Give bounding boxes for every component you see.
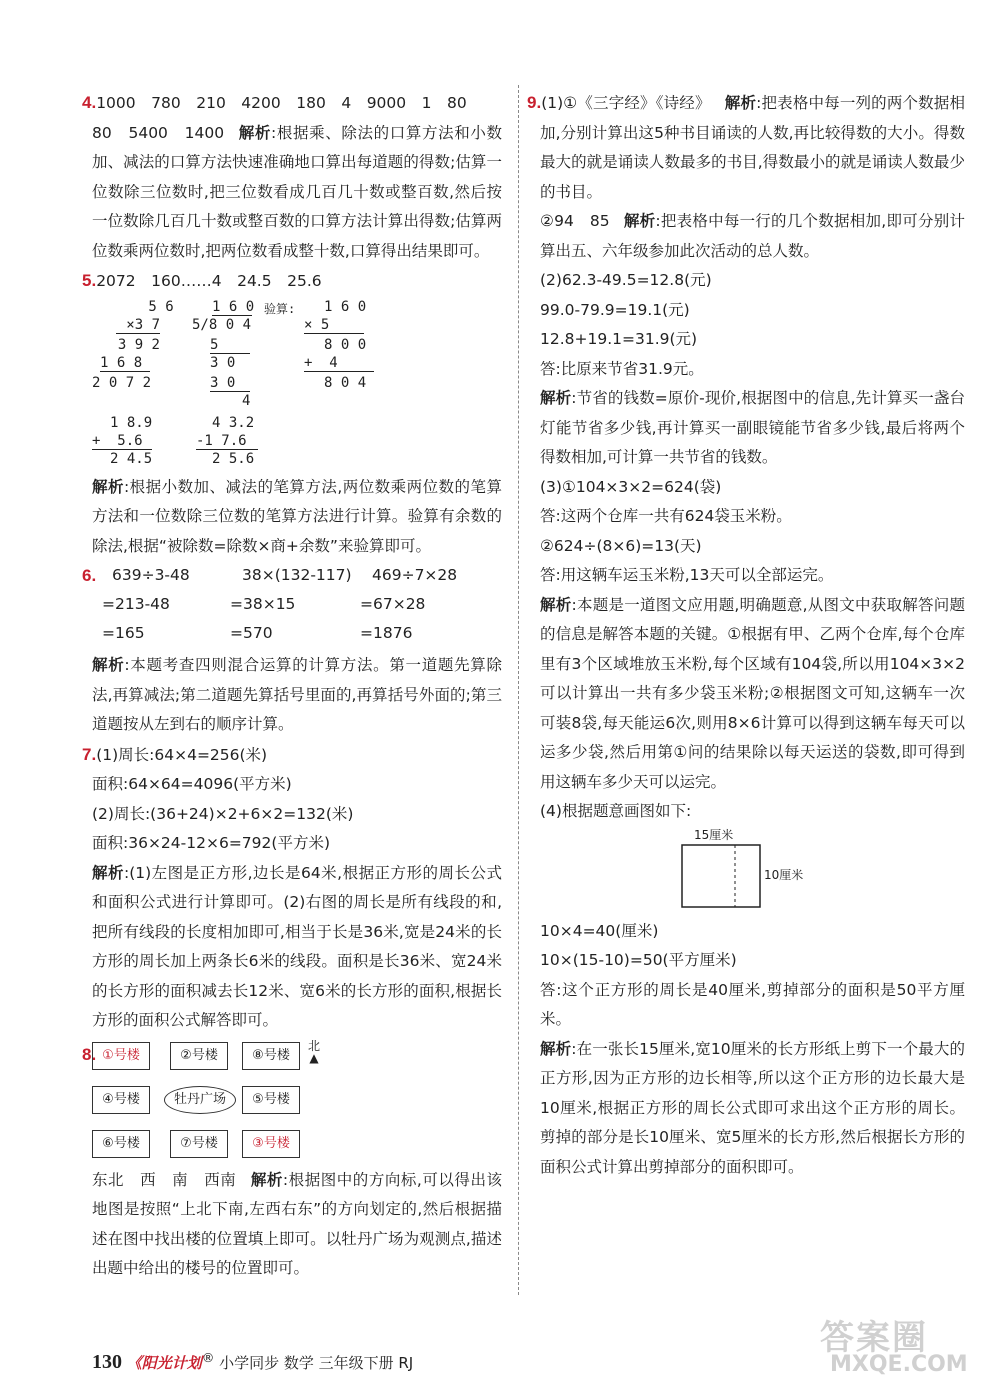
div-step1: 5 xyxy=(210,337,250,354)
left-column xyxy=(82,88,502,1284)
q8-number: 8. xyxy=(82,1044,97,1064)
q8-map xyxy=(82,1038,502,1166)
q9-line4: 99.0-79.9=19.1(元) xyxy=(540,300,690,319)
building-6: ⑥号楼 xyxy=(92,1130,150,1158)
jx-label: 解析 xyxy=(238,123,272,142)
page-number: 130 xyxy=(92,1351,122,1373)
mul-b: ×3 7 xyxy=(116,317,160,334)
q5-vertical-calculations xyxy=(92,297,502,473)
q9-explanation3: 解析:本题是一道图文应用题,明确题意,从图文中获取解答问题的信息是解答本题的关键。①根据有甲、乙两个仓库,每个仓库里有3个区域堆放玉米粉,每个区域有104袋,所以用104×3×2可以计算出一共有多少袋玉米粉;②根据图文可知,这辆车一次可装8袋,每天能运6次,则用8×6计算可以得到这辆车每天可以运多少袋,然后用第①问的结果除以每天运送的袋数,即可得到用这辆车多少天可以运完。 xyxy=(540,595,965,791)
watermark: 答案圈 xyxy=(820,1318,928,1358)
mul-c: 3 9 2 xyxy=(117,336,160,353)
right-column xyxy=(527,88,965,1182)
div-expression: 5/8 0 4 xyxy=(192,316,252,333)
chk-a: 1 6 0 xyxy=(324,298,367,315)
q8-explanation: 东北 西 南 西南 解析:根据图中的方向标,可以得出该地图是按照“上北下南,左西右东”的方向划定的,然后根据描述在图中找出楼的位置填上即可。以牡丹广场为观测点,描述出题中给出的楼号的位置即可。 xyxy=(92,1170,502,1277)
building-3: ③号楼 xyxy=(242,1130,300,1158)
rect-length-label: 15厘米 xyxy=(694,827,734,842)
q4-explanation: 80 5400 1400 解析:根据乘、除法的口算方法和小数加、减法的口算方法快速准确地口算出每道题的得数;估算一位数除三位数时,把三位数看成几百几十数或整百数,然后按一位数除几百几十数或整百数的口算方法计算出得数;估算两位数乘两位数时,把两位数看成整十数,口算得出结果即可。 xyxy=(92,123,502,260)
q6-expr3: 469÷7×28 xyxy=(372,566,458,584)
jx-label: 解析 xyxy=(92,477,124,496)
add-a: 1 8.9 xyxy=(110,414,153,431)
q9-number: 9. xyxy=(527,93,542,112)
building-4: ④号楼 xyxy=(92,1086,150,1114)
q9-line3: (2)62.3-49.5=12.8(元) xyxy=(540,271,712,289)
trademark: ® xyxy=(201,1350,215,1365)
q9-explanation4: 解析:在一张长15厘米,宽10厘米的长方形纸上剪下一个最大的正方形,因为正方形的边长相等,所以这个正方形的边长最大是10厘米,根据正方形的周长公式即可求出这个正方形的周长。剪掉的部分是长10厘米、宽5厘米的长方形,然后根据长方形的面积公式计算出剪掉部分的面积即可。 xyxy=(540,1039,965,1176)
q5-number: 5. xyxy=(82,271,97,290)
watermark-site: MXQE.COM xyxy=(830,1352,968,1377)
building-8: ⑧号楼 xyxy=(242,1042,300,1070)
q6-expr2: 38×(132-117) xyxy=(242,566,352,584)
check-label: 验算: xyxy=(264,301,296,316)
q4-number: 4. xyxy=(82,93,97,112)
mul-e: 2 0 7 2 xyxy=(92,374,152,391)
q7-number: 7. xyxy=(82,744,97,764)
add-c: 2 4.5 xyxy=(110,450,153,467)
q6-explanation: 解析:本题考查四则混合运算的计算方法。第一道题先算除法,再算减法;第二道题先算括号里面的,再算括号外面的;第三道题按从左到右的顺序计算。 xyxy=(92,656,502,733)
q9-line12: 10×4=40(厘米) xyxy=(540,921,659,940)
north-arrow xyxy=(308,1040,320,1064)
mul-a: 5 6 xyxy=(140,298,174,315)
brand-name: 阳光计划 xyxy=(141,1354,202,1372)
q9-explanation2: 解析:节省的钱数=原价-现价,根据图中的信息,先计算买一盏台灯能节省多少钱,再计算买一副眼镜能节省多少钱,最后将两个得数相加,可计算一共节省的钱数。 xyxy=(540,389,965,466)
q6-result3: =1876 xyxy=(360,624,413,642)
q6-step1a: =213-48 xyxy=(102,595,170,613)
div-step2: 3 0 xyxy=(210,354,236,371)
north-arrow-icon: ▲ xyxy=(309,1050,319,1065)
jx-label: 解析 xyxy=(92,656,125,674)
q4-line1: 4.1000 780 210 4200 180 4 9000 1 80 xyxy=(82,93,467,112)
chk-b: × 5 xyxy=(304,317,364,334)
rectangle-diagram xyxy=(680,827,965,917)
q6-expr1: 639÷3-48 xyxy=(112,566,190,584)
building-5: ⑤号楼 xyxy=(242,1086,300,1114)
chk-e: 8 0 4 xyxy=(324,374,367,391)
jx-label: 解析 xyxy=(540,1039,572,1058)
div-step3: 3 0 xyxy=(210,375,250,392)
building-1: ①号楼 xyxy=(92,1042,150,1070)
q7-line1: 7.(1)周长:64×4=256(米) xyxy=(82,744,268,764)
q9-line13: 10×(15-10)=50(平方厘米) xyxy=(540,951,737,969)
q7-line4: 面积:36×24-12×6=792(平方米) xyxy=(92,834,330,852)
q5-answers: 5.2072 160……4 24.5 25.6 xyxy=(82,271,322,290)
q7-line2: 面积:64×64=4096(平方米) xyxy=(92,775,292,793)
chk-d: + 4 xyxy=(304,355,374,372)
div-remainder: 4 xyxy=(242,392,251,409)
jx-label: 解析 xyxy=(250,1170,283,1189)
add-b: + 5.6 xyxy=(92,433,152,450)
peony-square: 牡丹广场 xyxy=(164,1086,236,1114)
book-title: 小学同步 数学 三年级下册 RJ xyxy=(214,1354,414,1372)
sub-c: 2 5.6 xyxy=(212,450,255,467)
building-2: ②号楼 xyxy=(170,1042,228,1070)
q9-part1: 9.(1)①《三字经》《诗经》 解析:把表格中每一列的两个数据相加,分别计算出这5种书目诵读的人数,再比较得数的大小。得数最大的就是诵读人数最多的书目,得数最小的就是诵读人数最少的书目。 xyxy=(527,93,965,201)
q9-line6: 答:比原来节省31.9元。 xyxy=(540,359,704,378)
jx-label: 解析 xyxy=(540,595,572,614)
q6-calculations xyxy=(82,561,502,651)
jx-label: 解析 xyxy=(623,212,656,230)
page-footer xyxy=(92,1350,413,1374)
paper-rectangle xyxy=(682,845,760,907)
q6-result1: =165 xyxy=(102,624,145,642)
q6-result2: =570 xyxy=(230,624,273,642)
q9-line14: 答:这个正方形的周长是40厘米,剪掉部分的面积是50平方厘米。 xyxy=(540,980,965,1028)
mul-d: 1 6 8 xyxy=(100,355,150,372)
q6-step3a: =67×28 xyxy=(360,595,426,613)
brand-arrows: 《 xyxy=(126,1354,142,1372)
q7-explanation: 解析:(1)左图是正方形,边长是64米,根据正方形的周长公式和面积公式进行计算即可。(2)右图的周长是所有线段的和,把所有线段的长度相加即可,相当于长是36米,宽是24米的长方形的周长加上两条长6米的线段。面积是长36米、宽24米的长方形的面积减去长12米、宽6米的长方形的面积,根据长方形的面积公式解答即可。 xyxy=(92,863,502,1029)
q9-line8: 答:这两个仓库一共有624袋玉米粉。 xyxy=(540,507,792,525)
q7-line3: (2)周长:(36+24)×2+6×2=132(米) xyxy=(92,804,354,823)
q9-line5: 12.8+19.1=31.9(元) xyxy=(540,330,698,348)
q6-step2a: =38×15 xyxy=(230,595,296,613)
q9-line9: ②624÷(8×6)=13(天) xyxy=(540,536,702,555)
q5-explanation: 解析:根据小数加、减法的笔算方法,两位数乘两位数的笔算方法和一位数除三位数的笔算方法进行计算。验算有余数的除法,根据“被除数=除数×商+余数”来验算即可。 xyxy=(92,477,502,555)
chk-c: 8 0 0 xyxy=(324,336,367,353)
sub-b: -1 7.6 xyxy=(196,433,258,450)
north-label: 北 xyxy=(308,1038,321,1053)
q9-line10: 答:用这辆车运玉米粉,13天可以全部运完。 xyxy=(540,566,834,584)
q9-part1b: ②94 85 解析:把表格中每一行的几个数据相加,即可分别计算出五、六年级参加此次活动的总人数。 xyxy=(540,212,965,260)
jx-label: 解析 xyxy=(92,863,124,882)
rect-width-label: 10厘米 xyxy=(764,867,804,882)
sub-a: 4 3.2 xyxy=(212,414,255,431)
q9-line7: (3)①104×3×2=624(袋) xyxy=(540,477,722,496)
q6-number: 6. xyxy=(82,566,97,585)
building-7: ⑦号楼 xyxy=(170,1130,228,1158)
jx-label: 解析 xyxy=(724,94,757,112)
jx-label: 解析 xyxy=(540,389,572,407)
column-divider xyxy=(518,85,519,1295)
div-quotient: 1 6 0 xyxy=(212,298,255,315)
q9-line11: (4)根据题意画图如下: xyxy=(540,802,692,820)
